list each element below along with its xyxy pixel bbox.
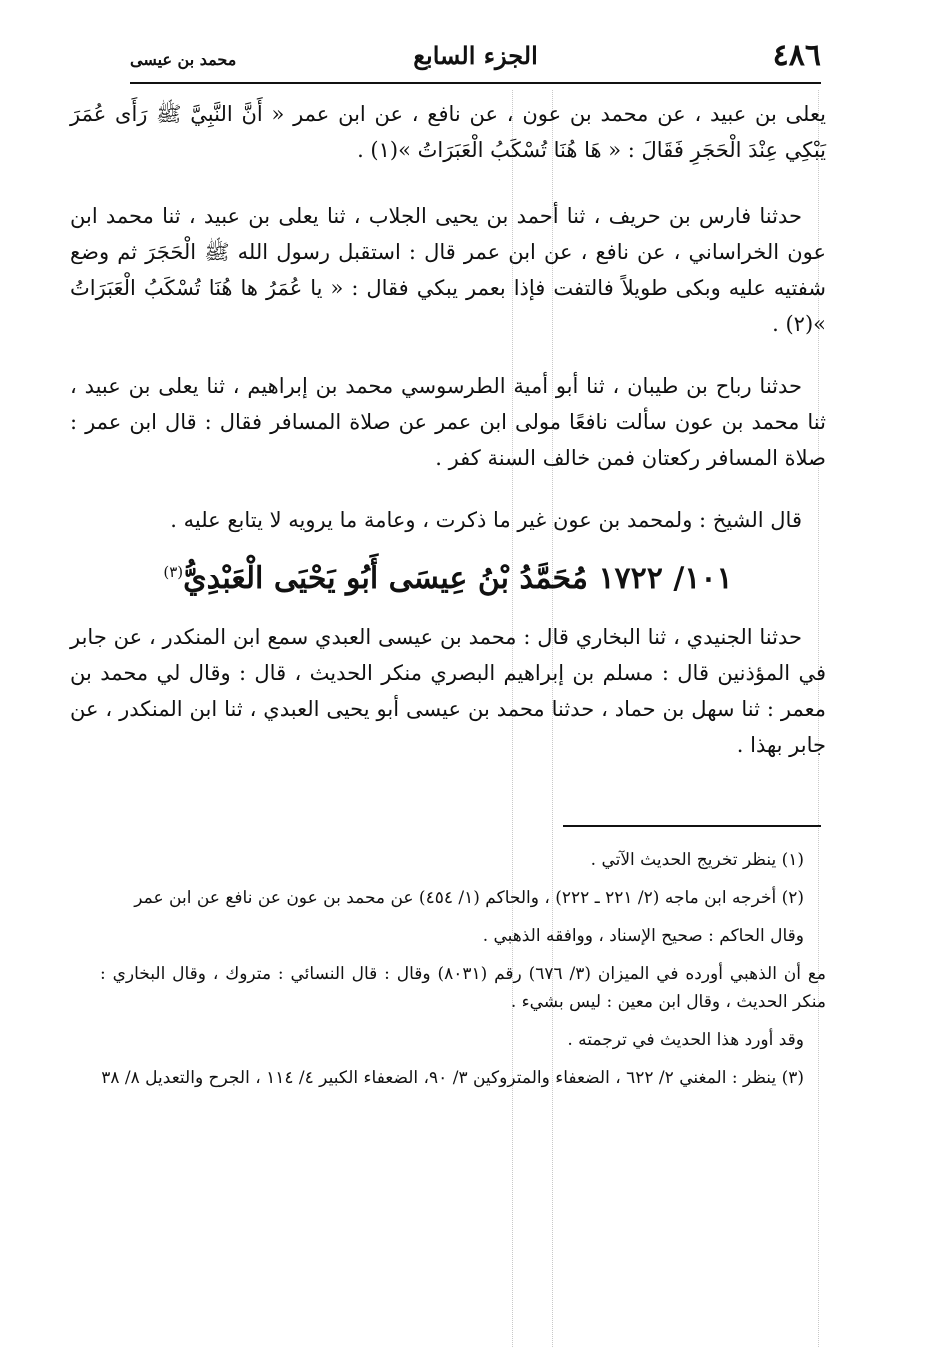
- footnote: وقال الحاكم : صحيح الإسناد ، ووافقه الذهبي .: [482, 926, 804, 946]
- entry-heading: [70, 550, 826, 601]
- entry-heading-text: ١٠١/ ١٧٢٢ مُحَمَّدُ بْنُ عِيسَى أَبُو يَحْيَى الْعَبْدِيُّ: [183, 561, 733, 596]
- paragraph: حدثنا رباح بن طيبان ، ثنا أبو أمية الطرسوسي محمد بن إبراهيم ، ثنا يعلى بن عبيد ، ثنا محمد بن عون سألت نافعًا مولى ابن عمر عن صلاة المسافر فقال : قال ابن عمر : صلاة المسافر ركعتان فمن خالف السنة كفر .: [70, 374, 826, 470]
- running-head: محمد بن عيسى: [130, 50, 237, 69]
- part-title: الجزء السابع: [413, 41, 538, 70]
- footnote: مع أن الذهبي أورده في الميزان (٣/ ٦٧٦) رقم (٨٠٣١) وقال : قال النسائي : متروك ، وقال البخاري : منكر الحديث ، وقال ابن معين : ليس بشيء .: [100, 964, 826, 1012]
- footnote: (١) ينظر تخريج الحديث الآتي .: [590, 850, 804, 870]
- footnote: (٢) أخرجه ابن ماجه (٢/ ٢٢١ ـ ٢٢٢) ، والحاكم (١/ ٤٥٤) عن محمد بن عون عن نافع عن ابن عمر: [134, 888, 804, 908]
- header-rule: [130, 82, 821, 84]
- paragraph: حدثنا فارس بن حريف ، ثنا أحمد بن يحيى الجلاب ، ثنا يعلى بن عبيد ، ثنا محمد ابن عون الخراساني ، عن نافع ، عن ابن عمر قال : استقبل رسول الله ﷺ الْحَجَرَ ثم وضع شفتيه عليه وبكى طويلاً فالتفت فإذا بعمر يبكي فقال : « يا عُمَرُ ها هُنَا تُسْكَبُ الْعَبَرَاتُ »(٢) .: [70, 204, 826, 336]
- footnote-separator: [563, 825, 821, 827]
- paragraph: قال الشيخ : ولمحمد بن عون غير ما ذكرت ، وعامة ما يرويه لا يتابع عليه .: [170, 508, 802, 532]
- footnote: وقد أورد هذا الحديث في ترجمته .: [567, 1030, 804, 1050]
- footnotes: [100, 846, 826, 1102]
- footnote: (٣) ينظر : المغني ٢/ ٦٢٢ ، الضعفاء والمتروكين ٣/ ٩٠، الضعفاء الكبير ٤/ ١١٤ ، الجرح والتعديل ٨/ ٣٨: [101, 1068, 804, 1088]
- paragraph: يعلى بن عبيد ، عن محمد بن عون ، عن نافع ، عن ابن عمر « أَنَّ النَّبِيَّ ﷺ رَأَى عُمَرَ يَبْكِي عِنْدَ الْحَجَرِ فَقَالَ : « هَا هُنَا تُسْكَبُ الْعَبَرَاتُ »(١) .: [70, 102, 826, 162]
- paragraph: حدثنا الجنيدي ، ثنا البخاري قال : محمد بن عيسى العبدي سمع ابن المنكدر ، عن جابر في المؤذنين قال : مسلم بن إبراهيم البصري منكر الحديث ، قال : وقال لي محمد بن معمر : ثنا سهل بن حماد ، حدثنا محمد بن عيسى أبو يحيى العبدي ، ثنا ابن المنكدر ، عن جابر بهذا .: [70, 625, 826, 757]
- page-header: [130, 36, 821, 80]
- footnote-marker: (٣): [163, 563, 184, 581]
- main-text: [70, 96, 826, 789]
- page-number: ٤٨٦: [772, 38, 821, 73]
